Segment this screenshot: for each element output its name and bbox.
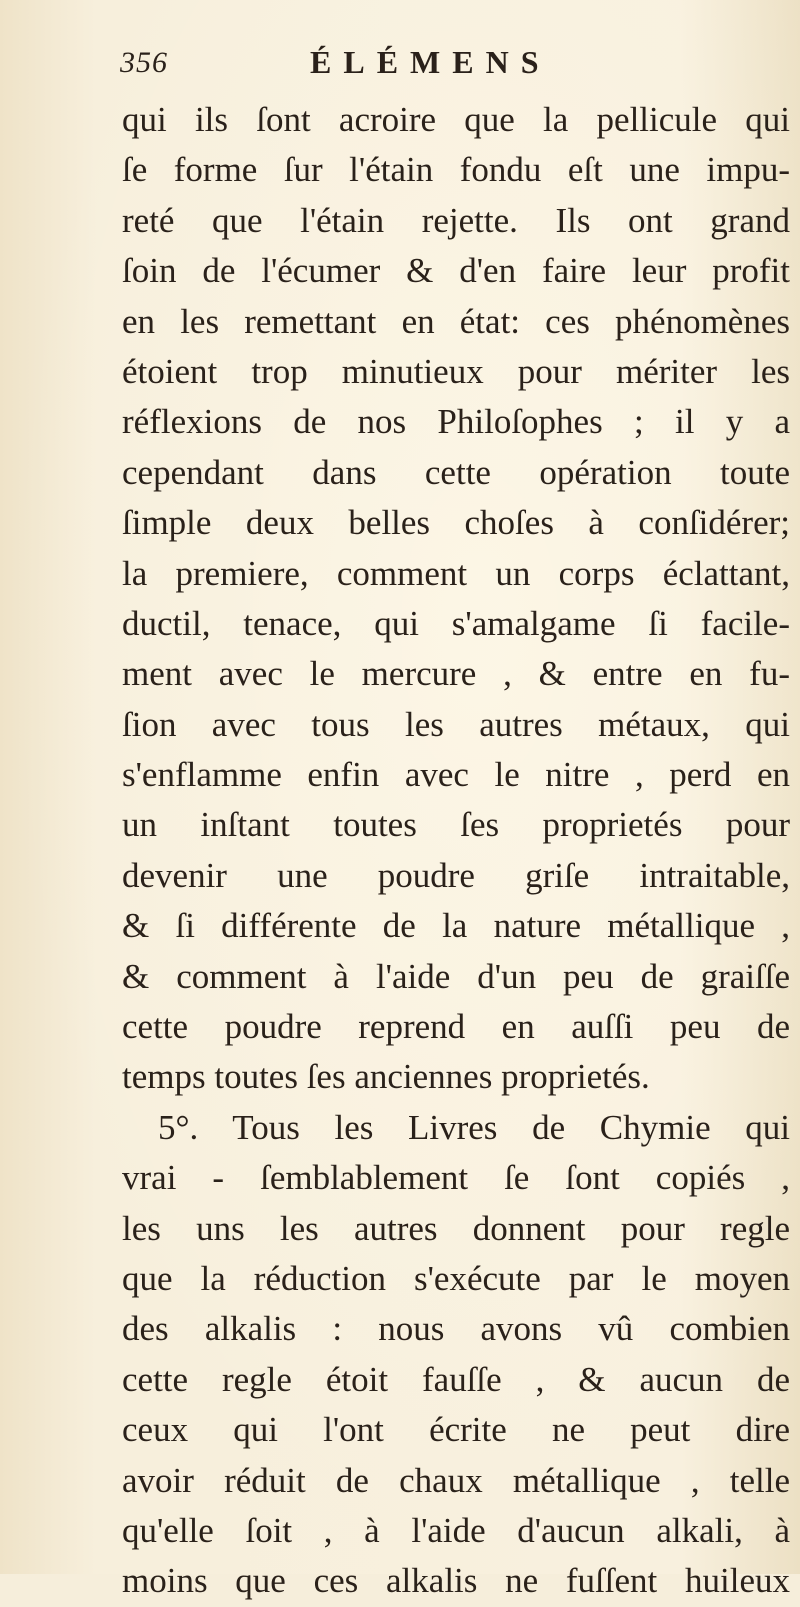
text-line: avoir réduit de chaux métallique , telle bbox=[122, 1460, 790, 1500]
text-line: & comment à l'aide d'un peu de graiſſe bbox=[122, 956, 790, 996]
text-line: en les remettant en état: ces phénomènes bbox=[122, 301, 790, 341]
text-line: moins que ces alkalis ne fuſſent huileux bbox=[122, 1561, 790, 1601]
text-line: ſion avec tous les autres métaux, qui bbox=[122, 704, 790, 744]
text-line: s'enflamme enfin avec le nitre , perd en bbox=[122, 755, 790, 795]
text-line: des alkalis : nous avons vû combien bbox=[122, 1309, 790, 1349]
text-line: la premiere, comment un corps éclattant, bbox=[122, 553, 790, 593]
text-line: cette regle étoit fauſſe , & aucun de bbox=[122, 1359, 790, 1399]
text-line: & ſi différente de la nature métallique , bbox=[122, 906, 790, 946]
text-line: ment avec le mercure , & entre en fu- bbox=[122, 654, 790, 694]
text-line: cependant dans cette opération toute bbox=[122, 452, 790, 492]
text-line: les uns les autres donnent pour regle bbox=[122, 1208, 790, 1248]
text-line: vrai - ſemblablement ſe ſont copiés , bbox=[122, 1158, 790, 1198]
page-number: 356 bbox=[120, 46, 168, 79]
running-head bbox=[120, 38, 760, 88]
text-line: ſoin de l'écumer & d'en faire leur profit bbox=[122, 251, 790, 291]
text-line: un inſtant toutes ſes proprietés pour bbox=[122, 805, 790, 845]
text-line: cette poudre reprend en auſſi peu de bbox=[122, 1007, 790, 1047]
text-line: reté que l'étain rejette. Ils ont grand bbox=[122, 200, 790, 240]
running-head-title: ÉLÉMENS bbox=[310, 44, 551, 80]
text-line: ſe forme ſur l'étain fondu eſt une impu- bbox=[122, 150, 790, 190]
text-line: étoient trop minutieux pour mériter les bbox=[122, 351, 790, 391]
text-line: ſimple deux belles choſes à conſidérer; bbox=[122, 503, 790, 543]
text-line: 5°. Tous les Livres de Chymie qui bbox=[158, 1107, 790, 1147]
text-line: devenir une poudre griſe intraitable, bbox=[122, 855, 790, 895]
text-line: qui ils ſont acroire que la pellicule qui bbox=[122, 100, 790, 139]
text-line: que la réduction s'exécute par le moyen bbox=[122, 1258, 790, 1298]
body-text bbox=[122, 95, 790, 1607]
text-line: temps toutes ſes anciennes proprietés. bbox=[122, 1057, 650, 1097]
text-line: ductil, tenace, qui s'amalgame ſi facile- bbox=[122, 603, 790, 643]
text-line: ceux qui l'ont écrite ne peut dire bbox=[122, 1410, 790, 1450]
text-line: réflexions de nos Philoſophes ; il y a bbox=[122, 402, 790, 442]
text-line: qu'elle ſoit , à l'aide d'aucun alkali, à bbox=[122, 1510, 790, 1550]
